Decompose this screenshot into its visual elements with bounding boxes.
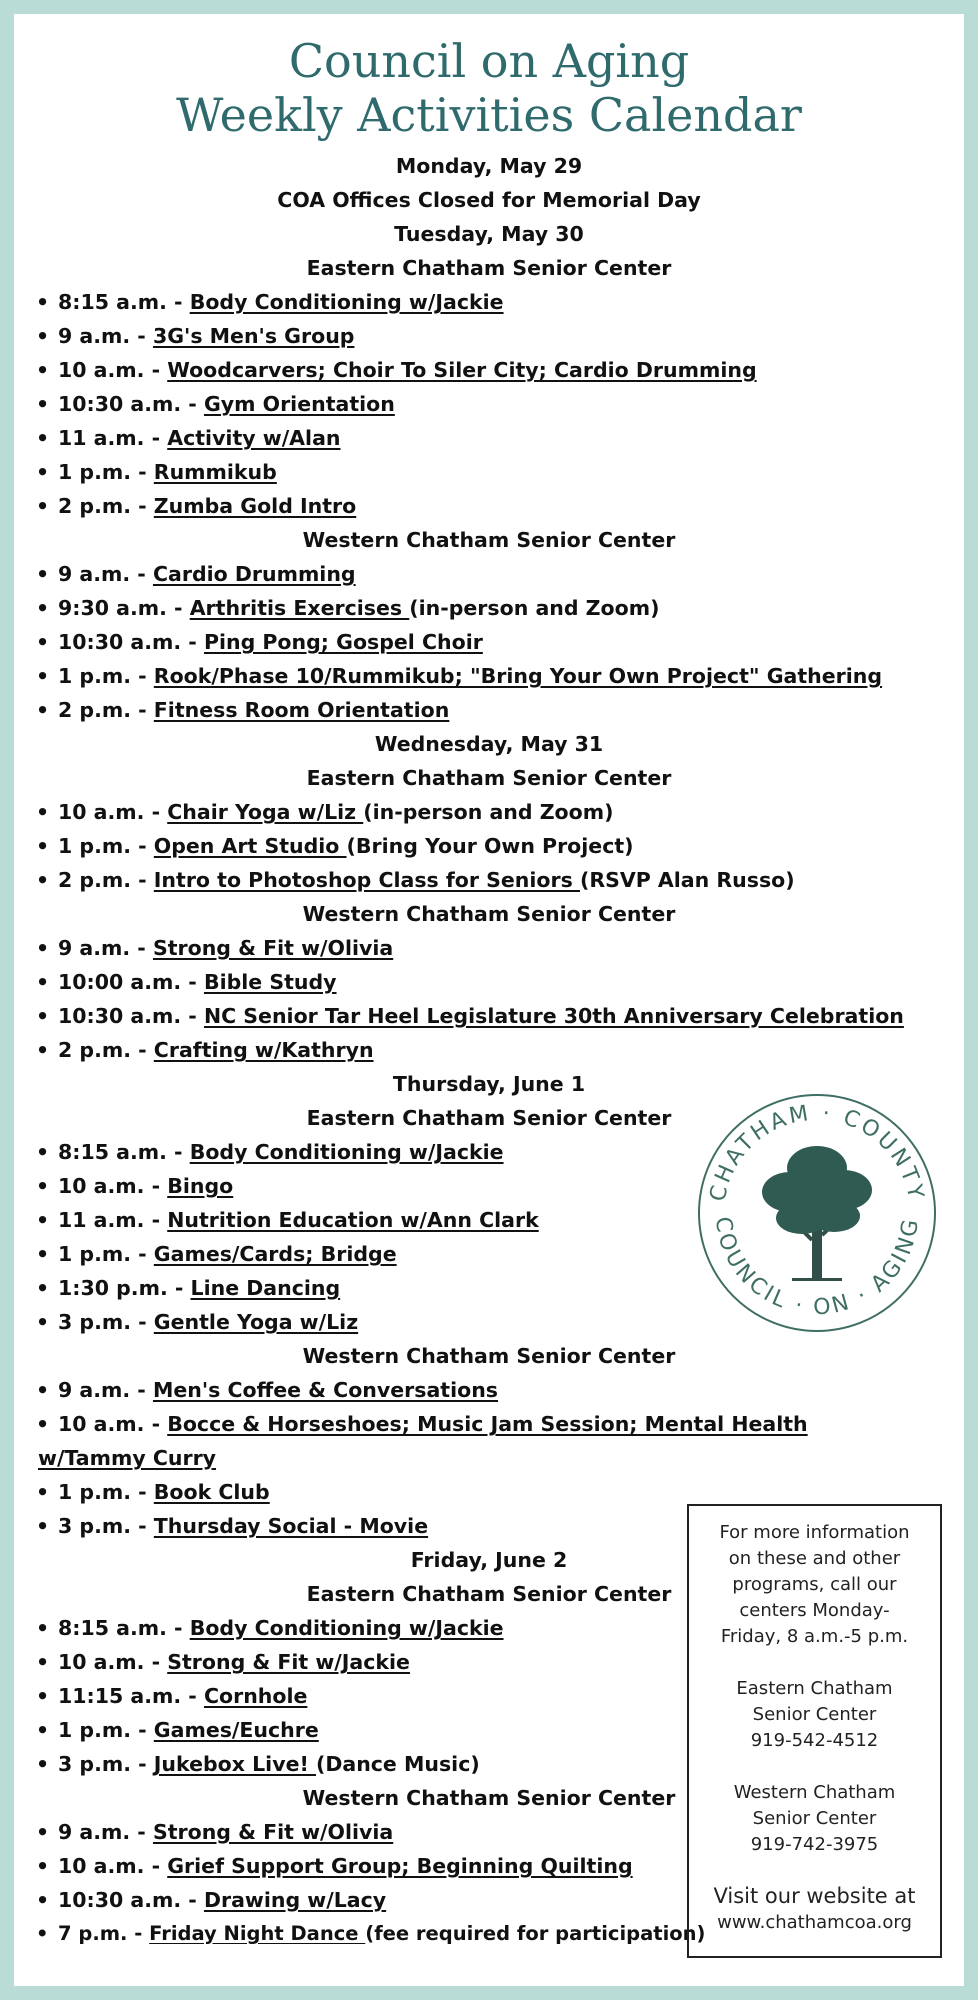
activity-link[interactable]: Games/Euchre	[153, 1718, 319, 1742]
eastern-center-name: Senior Center	[752, 1704, 877, 1725]
contact-info-box	[687, 1504, 942, 1958]
activity-link[interactable]: NC Senior Tar Heel Legislature 30th Anniversary Celebration	[203, 1004, 904, 1028]
activity-link[interactable]: Woodcarvers; Choir To Siler City; Cardio Drumming	[167, 358, 757, 382]
activity-item: • 9 a.m. - Strong & Fit w/Olivia	[14, 931, 964, 965]
page-title	[14, 34, 964, 142]
info-line: on these and other	[728, 1548, 901, 1569]
activity-item: • 7 p.m. - Friday Night Dance (fee required for participation)	[14, 1917, 964, 1951]
activity-link[interactable]: Friday Night Dance	[149, 1922, 366, 1945]
activity-link[interactable]: w/Tammy Curry	[38, 1446, 217, 1470]
activity-link[interactable]: Gentle Yoga w/Liz	[153, 1310, 359, 1334]
logo-bottom-text: COUNCIL · ON · AGING	[709, 1215, 925, 1321]
activity-link[interactable]: Bocce & Horseshoes; Music Jam Session; Mental Health	[167, 1412, 808, 1436]
day-heading-monday: Monday, May 29	[395, 154, 583, 178]
activity-link[interactable]: Body Conditioning w/Jackie	[189, 290, 504, 314]
title-line-2: Weekly Activities Calendar	[176, 88, 802, 142]
activity-item: • 11 a.m. - Activity w/Alan	[14, 421, 964, 455]
activity-link[interactable]: Open Art Studio	[153, 834, 347, 858]
website-url[interactable]: www.chathamcoa.org	[717, 1912, 912, 1933]
activity-item: • 1 p.m. - Games/Euchre	[14, 1713, 964, 1747]
activity-link[interactable]: Arthritis Exercises	[189, 596, 410, 620]
day-heading-thursday: Thursday, June 1	[392, 1072, 586, 1096]
activity-item: • 2 p.m. - Zumba Gold Intro	[14, 489, 964, 523]
activity-link[interactable]: Body Conditioning w/Jackie	[189, 1616, 504, 1640]
activity-link[interactable]: Drawing w/Lacy	[203, 1888, 387, 1912]
activity-item: • 10 a.m. - Woodcarvers; Choir To Siler City; Cardio Drumming	[14, 353, 964, 387]
activity-item: • 8:15 a.m. - Body Conditioning w/Jackie	[14, 285, 964, 319]
day-heading-friday: Friday, June 2	[410, 1548, 568, 1572]
center-heading-western: Western Chatham Senior Center	[302, 1344, 676, 1368]
activity-link[interactable]: Ping Pong; Gospel Choir	[203, 630, 483, 654]
activity-link[interactable]: Gym Orientation	[203, 392, 395, 416]
center-heading-western: Western Chatham Senior Center	[302, 902, 676, 926]
activity-item: • 10:30 a.m. - Ping Pong; Gospel Choir	[14, 625, 964, 659]
activity-link[interactable]: Thursday Social - Movie	[153, 1514, 429, 1538]
activity-link[interactable]: Nutrition Education w/Ann Clark	[167, 1208, 539, 1232]
activity-item: • 3 p.m. - Thursday Social - Movie	[14, 1509, 964, 1543]
western-center-name: Senior Center	[752, 1808, 877, 1829]
activity-link[interactable]: Bible Study	[203, 970, 337, 994]
activity-item: • 10 a.m. - Grief Support Group; Beginning Quilting	[14, 1849, 964, 1883]
activity-link[interactable]: Rummikub	[153, 460, 277, 484]
activity-item: • 10:30 a.m. - Gym Orientation	[14, 387, 964, 421]
info-line: centers Monday-	[739, 1600, 890, 1621]
activity-link[interactable]: Strong & Fit w/Olivia	[152, 1820, 394, 1844]
activity-item: • 1:30 p.m. - Line Dancing	[14, 1271, 964, 1305]
activity-item: • 2 p.m. - Intro to Photoshop Class for Seniors (RSVP Alan Russo)	[14, 863, 964, 897]
activity-item: • 1 p.m. - Games/Cards; Bridge	[14, 1237, 964, 1271]
activity-link[interactable]: Fitness Room Orientation	[153, 698, 450, 722]
activity-item: • 2 p.m. - Crafting w/Kathryn	[14, 1033, 964, 1067]
info-line: Friday, 8 a.m.-5 p.m.	[720, 1626, 909, 1647]
activity-item: • 11 a.m. - Nutrition Education w/Ann Clark	[14, 1203, 964, 1237]
website-label: Visit our website at	[713, 1884, 916, 1908]
activity-item: • 3 p.m. - Gentle Yoga w/Liz	[14, 1305, 964, 1339]
activity-link[interactable]: Strong & Fit w/Jackie	[167, 1650, 410, 1674]
activity-item: • 8:15 a.m. - Body Conditioning w/Jackie	[14, 1611, 964, 1645]
activity-link[interactable]: Men's Coffee & Conversations	[152, 1378, 498, 1402]
center-heading-eastern: Eastern Chatham Senior Center	[306, 256, 672, 280]
flyer-page	[14, 14, 964, 1986]
activity-item: • 9 a.m. - 3G's Men's Group	[14, 319, 964, 353]
day-heading-wednesday: Wednesday, May 31	[374, 732, 604, 756]
activity-link[interactable]: Chair Yoga w/Liz	[167, 800, 364, 824]
info-line: programs, call our	[732, 1574, 897, 1595]
activity-link[interactable]: Grief Support Group; Beginning Quilting	[167, 1854, 633, 1878]
info-line: For more information	[719, 1522, 910, 1543]
activity-link[interactable]: Activity w/Alan	[167, 426, 341, 450]
tree-icon	[762, 1146, 872, 1281]
center-heading-eastern: Eastern Chatham Senior Center	[306, 766, 672, 790]
activity-item: • 2 p.m. - Fitness Room Orientation	[14, 693, 964, 727]
activity-item: • 11:15 a.m. - Cornhole	[14, 1679, 964, 1713]
activity-link[interactable]: Book Club	[153, 1480, 270, 1504]
activity-continuation	[14, 1441, 964, 1475]
council-on-aging-logo	[694, 1090, 940, 1336]
logo-top-text: CHATHAM · COUNTY	[705, 1100, 929, 1204]
activity-item: • 1 p.m. - Rummikub	[14, 455, 964, 489]
western-center-name: Western Chatham	[733, 1782, 896, 1803]
activity-link[interactable]: Cornhole	[203, 1684, 308, 1708]
activity-link[interactable]: Body Conditioning w/Jackie	[189, 1140, 504, 1164]
activity-link[interactable]: Jukebox Live!	[153, 1752, 316, 1776]
activity-item: • 1 p.m. - Rook/Phase 10/Rummikub; "Bring Your Own Project" Gathering	[14, 659, 964, 693]
activity-item: • 9 a.m. - Men's Coffee & Conversations	[14, 1373, 964, 1407]
activity-item: • 8:15 a.m. - Body Conditioning w/Jackie	[14, 1135, 964, 1169]
western-center-phone[interactable]: 919-742-3975	[750, 1834, 879, 1855]
activity-item: • 9 a.m. - Strong & Fit w/Olivia	[14, 1815, 964, 1849]
activity-item: • 9:30 a.m. - Arthritis Exercises (in-person and Zoom)	[14, 591, 964, 625]
closure-notice: COA Offices Closed for Memorial Day	[277, 188, 701, 212]
eastern-center-phone[interactable]: 919-542-4512	[750, 1730, 879, 1751]
activity-item: • 10:30 a.m. - Drawing w/Lacy	[14, 1883, 964, 1917]
activity-link[interactable]: Games/Cards; Bridge	[153, 1242, 397, 1266]
activity-item: • 10 a.m. - Chair Yoga w/Liz (in-person and Zoom)	[14, 795, 964, 829]
activity-item: • 10 a.m. - Strong & Fit w/Jackie	[14, 1645, 964, 1679]
activity-link[interactable]: Line Dancing	[190, 1276, 341, 1300]
activity-item: • 1 p.m. - Book Club	[14, 1475, 964, 1509]
activity-item: • 10 a.m. - Bocce & Horseshoes; Music Jam Session; Mental Health	[14, 1407, 964, 1441]
activity-link[interactable]: Bingo	[167, 1174, 234, 1198]
center-heading-eastern: Eastern Chatham Senior Center	[306, 1106, 672, 1130]
activity-item: • 1 p.m. - Open Art Studio (Bring Your Own Project)	[14, 829, 964, 863]
activity-item: • 9 a.m. - Cardio Drumming	[14, 557, 964, 591]
eastern-center-name: Eastern Chatham	[736, 1678, 893, 1699]
activity-link[interactable]: Strong & Fit w/Olivia	[152, 936, 394, 960]
activity-item: • 10 a.m. - Bingo	[14, 1169, 964, 1203]
day-heading-tuesday: Tuesday, May 30	[394, 222, 584, 246]
center-heading-western: Western Chatham Senior Center	[302, 1786, 676, 1810]
activity-item: • 3 p.m. - Jukebox Live! (Dance Music)	[14, 1747, 964, 1781]
activity-link[interactable]: Cardio Drumming	[152, 562, 356, 586]
center-heading-western: Western Chatham Senior Center	[302, 528, 676, 552]
activity-link[interactable]: Crafting w/Kathryn	[153, 1038, 374, 1062]
center-heading-eastern: Eastern Chatham Senior Center	[306, 1582, 672, 1606]
activity-link[interactable]: Intro to Photoshop Class for Seniors	[153, 868, 580, 892]
activity-item: • 10:30 a.m. - NC Senior Tar Heel Legislature 30th Anniversary Celebration	[14, 999, 964, 1033]
activity-link[interactable]: Rook/Phase 10/Rummikub; "Bring Your Own Project" Gathering	[153, 664, 883, 688]
activity-item: • 10:00 a.m. - Bible Study	[14, 965, 964, 999]
activity-link[interactable]: Zumba Gold Intro	[153, 494, 357, 518]
title-line-1: Council on Aging	[288, 34, 690, 88]
activity-link[interactable]: 3G's Men's Group	[152, 324, 355, 348]
